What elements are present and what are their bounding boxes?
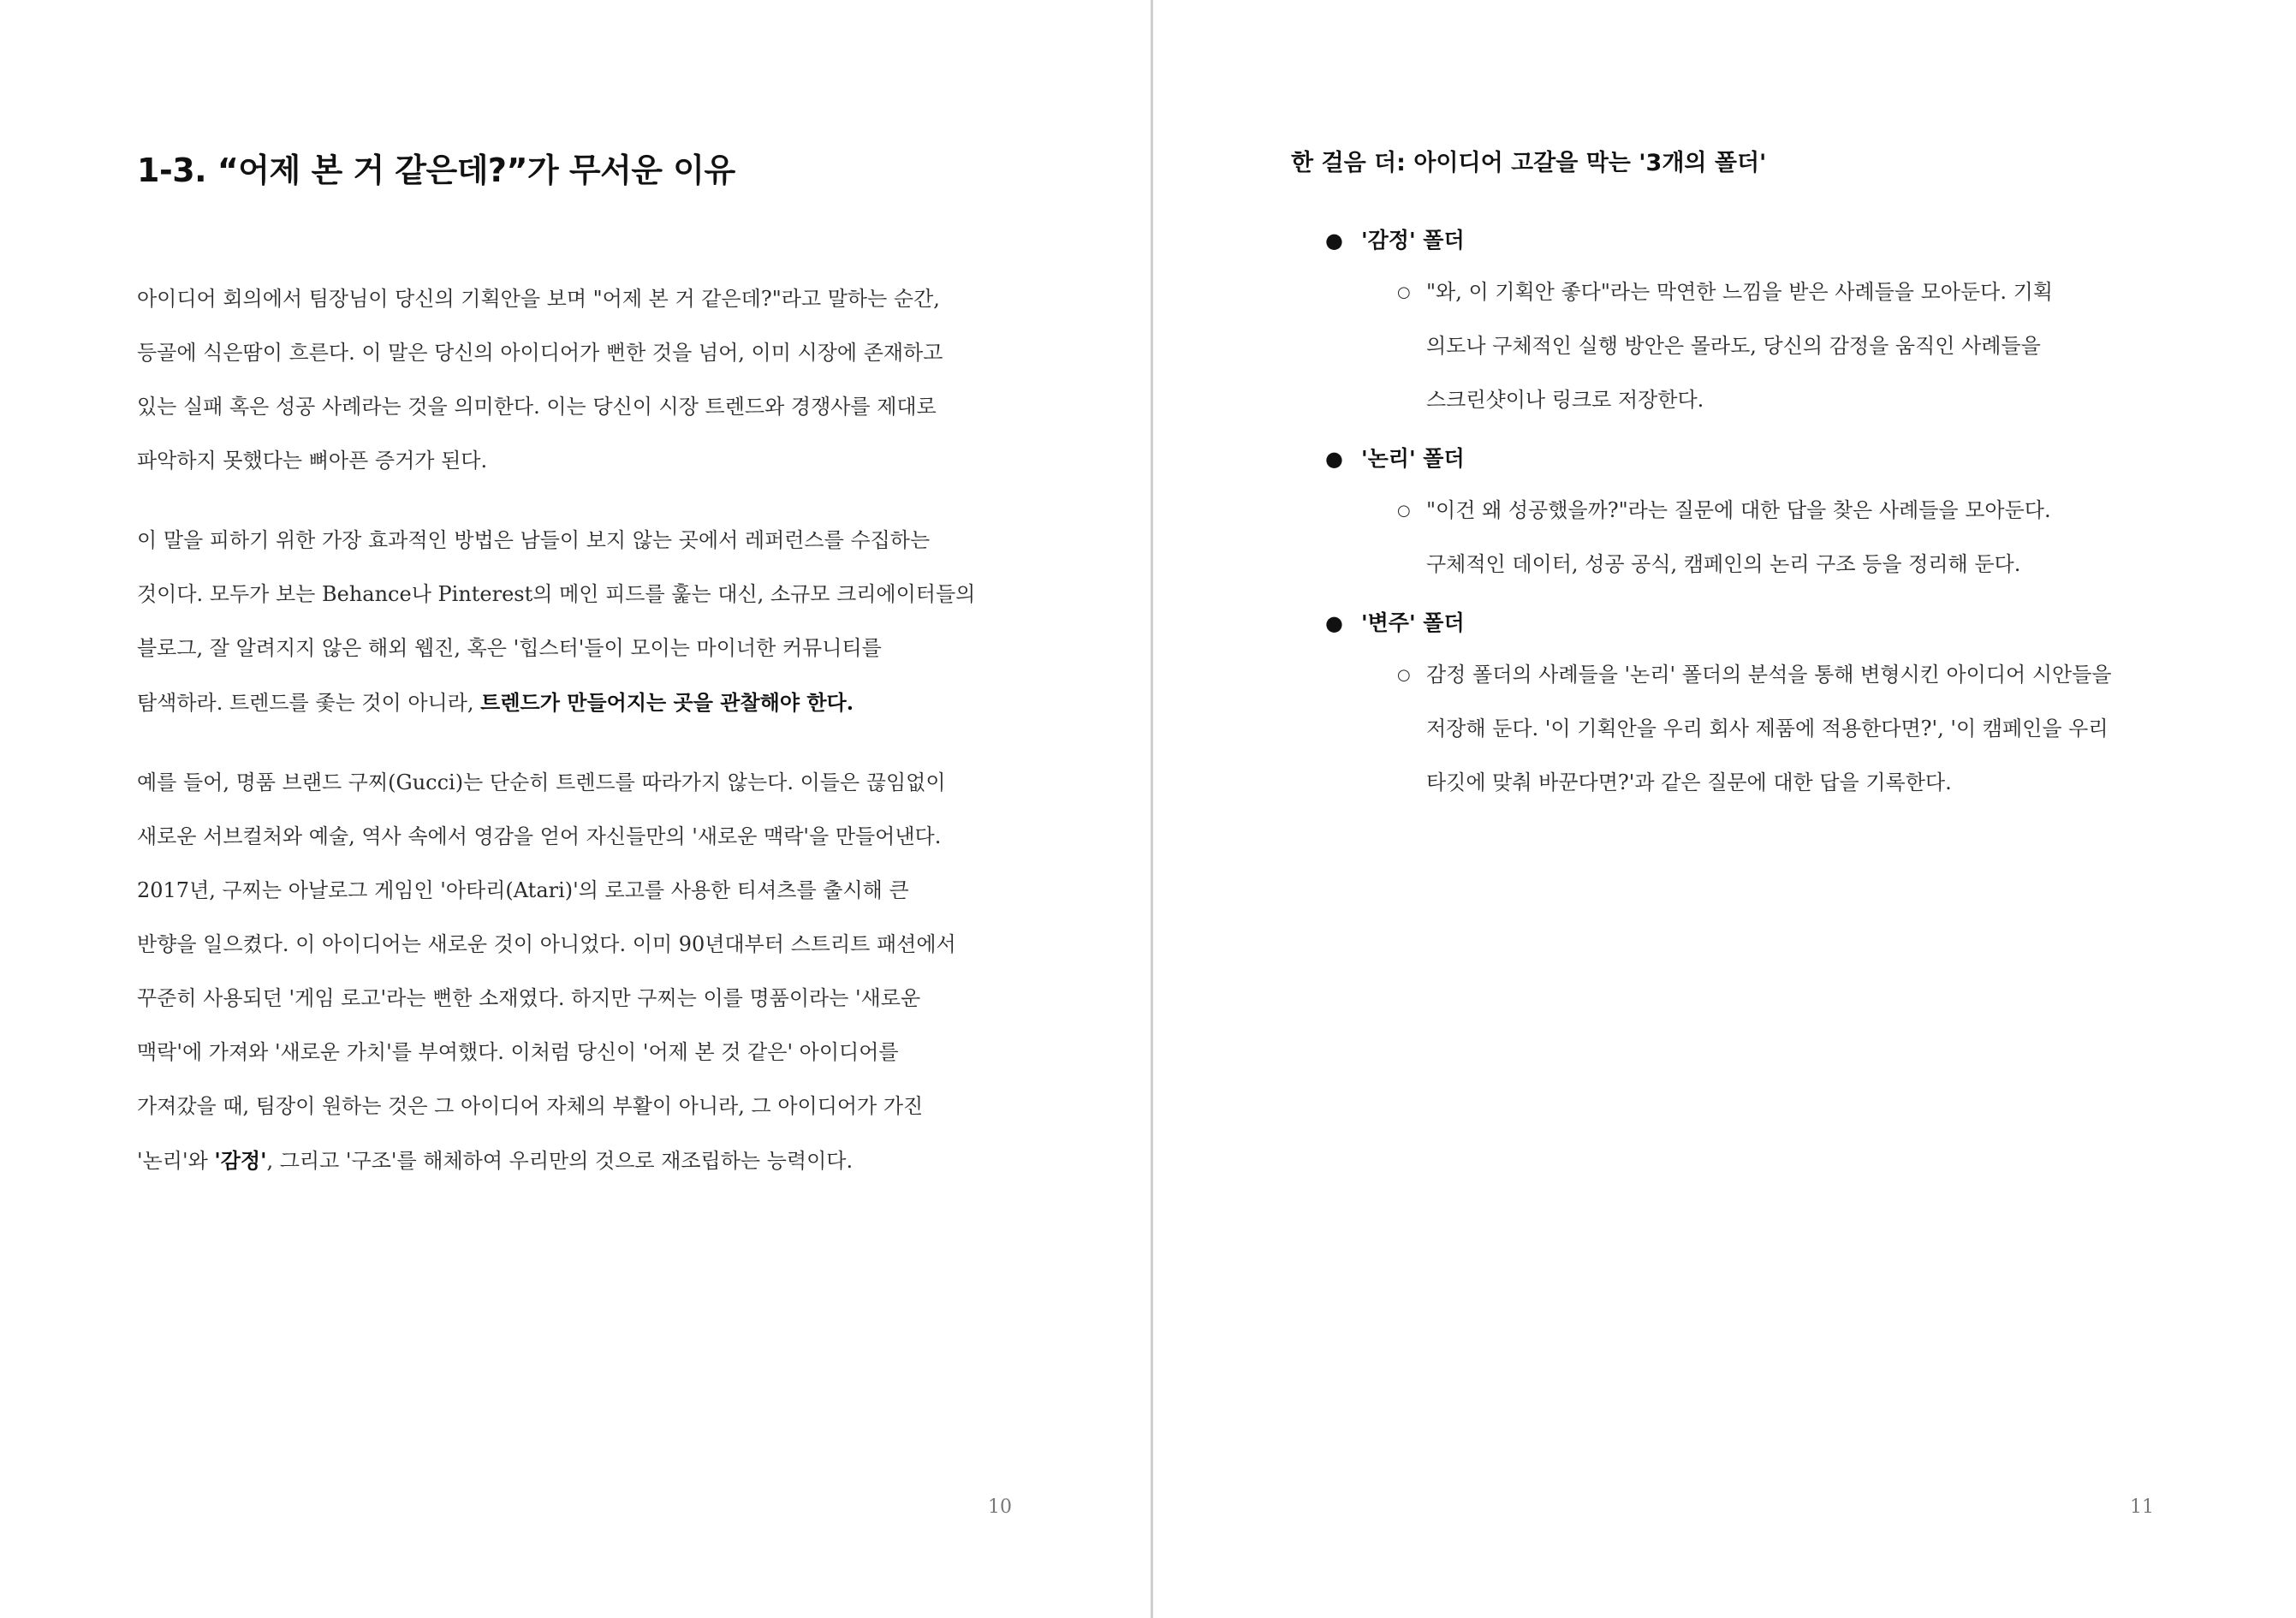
text-line: "이건 왜 성공했을까?"라는 질문에 대한 답을 찾은 사례들을 모아둔다.: [1426, 498, 2051, 522]
folder-name: '논리' 폴더: [1361, 446, 1465, 471]
folder-head: [1325, 434, 2258, 484]
text-plain: , 그리고 '구조'를 해체하여 우리만의 것으로 재조립하는 능력이다.: [266, 1149, 854, 1173]
text-line: "와, 이 기획안 좋다"라는 막연한 느낌을 받은 사례들을 모아둔다. 기획: [1426, 280, 2053, 304]
text-line: [137, 1133, 1008, 1188]
circle-bullet-icon: ○: [1397, 502, 1411, 520]
folder-head: [1325, 598, 2258, 648]
bullet-icon: ●: [1325, 447, 1343, 471]
circle-bullet-icon: ○: [1397, 283, 1411, 301]
text-line: 블로그, 잘 알려지지 않은 해외 웹진, 혹은 '힙스터'들이 모이는 마이너한 커뮤니티를: [137, 636, 882, 660]
text-line: 2017년, 구찌는 아날로그 게임인 '아타리(Atari)'의 로고를 사용한 티셔츠를 출시해 큰: [137, 878, 909, 902]
folder-item-variation: [1325, 598, 2258, 810]
folder-item-logic: [1325, 434, 2258, 592]
folder-description: [1325, 648, 2258, 810]
text-plain: 탐색하라. 트렌드를 좇는 것이 아니라,: [137, 691, 481, 715]
text-line: 아이디어 회의에서 팀장님이 당신의 기획안을 보며 "어제 본 거 같은데?"라고 말하는 순간,: [137, 287, 940, 311]
section-heading: 한 걸음 더: 아이디어 고갈을 막는 '3개의 폴더': [1291, 150, 1767, 176]
folder-description: [1325, 265, 2258, 427]
folder-name: '변주' 폴더: [1361, 610, 1465, 635]
chapter-title: 1-3. “어제 본 거 같은데?”가 무서운 이유: [137, 152, 735, 189]
text-line: 맥락'에 가져와 '새로운 가치'를 부여했다. 이처럼 당신이 '어제 본 것 같은' 아이디어를: [137, 1040, 899, 1064]
folder-description: [1325, 484, 2258, 592]
text-line: 등골에 식은땀이 흐른다. 이 말은 당신의 아이디어가 뻔한 것을 넘어, 이미 시장에 존재하고: [137, 341, 943, 365]
paragraph-2: [137, 514, 1008, 730]
left-body-text: [137, 272, 1008, 1214]
bullet-icon: ●: [1325, 611, 1343, 635]
text-line: 저장해 둔다. '이 기획안을 우리 회사 제품에 적용한다면?', '이 캠페인을 우리: [1426, 717, 2109, 741]
folder-item-emotion: [1325, 216, 2258, 427]
text-line: 반향을 일으켰다. 이 아이디어는 새로운 것이 아니었다. 이미 90년대부터 스트리트 패션에서: [137, 932, 956, 956]
emphasis-text: '감정': [214, 1148, 267, 1173]
text-line: 예를 들어, 명품 브랜드 구찌(Gucci)는 단순히 트렌드를 따라가지 않는다. 이들은 끊임없이: [137, 770, 946, 794]
text-line: 새로운 서브컬처와 예술, 역사 속에서 영감을 얻어 자신들만의 '새로운 맥락'을 만들어낸다.: [137, 824, 942, 848]
text-line: 구체적인 데이터, 성공 공식, 캠페인의 논리 구조 등을 정리해 둔다.: [1426, 552, 2021, 576]
text-line: 가져갔을 때, 팀장이 원하는 것은 그 아이디어 자체의 부활이 아니라, 그 아이디어가 가진: [137, 1094, 924, 1118]
paragraph-1: [137, 272, 1008, 488]
text-line: 타깃에 맞춰 바꾼다면?'과 같은 질문에 대한 답을 기록한다.: [1426, 770, 1952, 794]
text-line: 파악하지 못했다는 뼈아픈 증거가 된다.: [137, 449, 488, 473]
text-plain: '논리'와: [137, 1149, 215, 1173]
text-line: 스크린샷이나 링크로 저장한다.: [1426, 388, 1704, 412]
folder-head: [1325, 216, 2258, 265]
text-line: 이 말을 피하기 위한 가장 효과적인 방법은 남들이 보지 않는 곳에서 레퍼런스를 수집하는: [137, 528, 931, 552]
circle-bullet-icon: ○: [1397, 666, 1411, 684]
text-line: 것이다. 모두가 보는 Behance나 Pinterest의 메인 피드를 훑는 대신, 소규모 크리에이터들의: [137, 582, 976, 606]
text-line: 있는 실패 혹은 성공 사례라는 것을 의미한다. 이는 당신이 시장 트렌드와 경쟁사를 제대로: [137, 395, 937, 419]
page-number: 11: [2130, 1496, 2154, 1518]
page-number: 10: [988, 1496, 1012, 1518]
text-line: 꾸준히 사용되던 '게임 로고'라는 뻔한 소재였다. 하지만 구찌는 이를 명품이라는 '새로운: [137, 986, 921, 1010]
text-line: 감정 폴더의 사례들을 '논리' 폴더의 분석을 통해 변형시킨 아이디어 시안들을: [1426, 663, 2112, 687]
emphasis-text: 트렌드가 만들어지는 곳을 관찰해야 한다.: [480, 690, 854, 715]
folder-name: '감정' 폴더: [1361, 228, 1465, 253]
folder-list: [1325, 216, 2258, 817]
text-line: [137, 675, 1008, 730]
text-line: 의도나 구체적인 실행 방안은 몰라도, 당신의 감정을 움직인 사례들을: [1426, 334, 2041, 358]
page-divider: [1151, 0, 1153, 1618]
paragraph-3: [137, 756, 1008, 1188]
bullet-icon: ●: [1325, 229, 1343, 253]
right-page: [1154, 0, 2296, 1618]
